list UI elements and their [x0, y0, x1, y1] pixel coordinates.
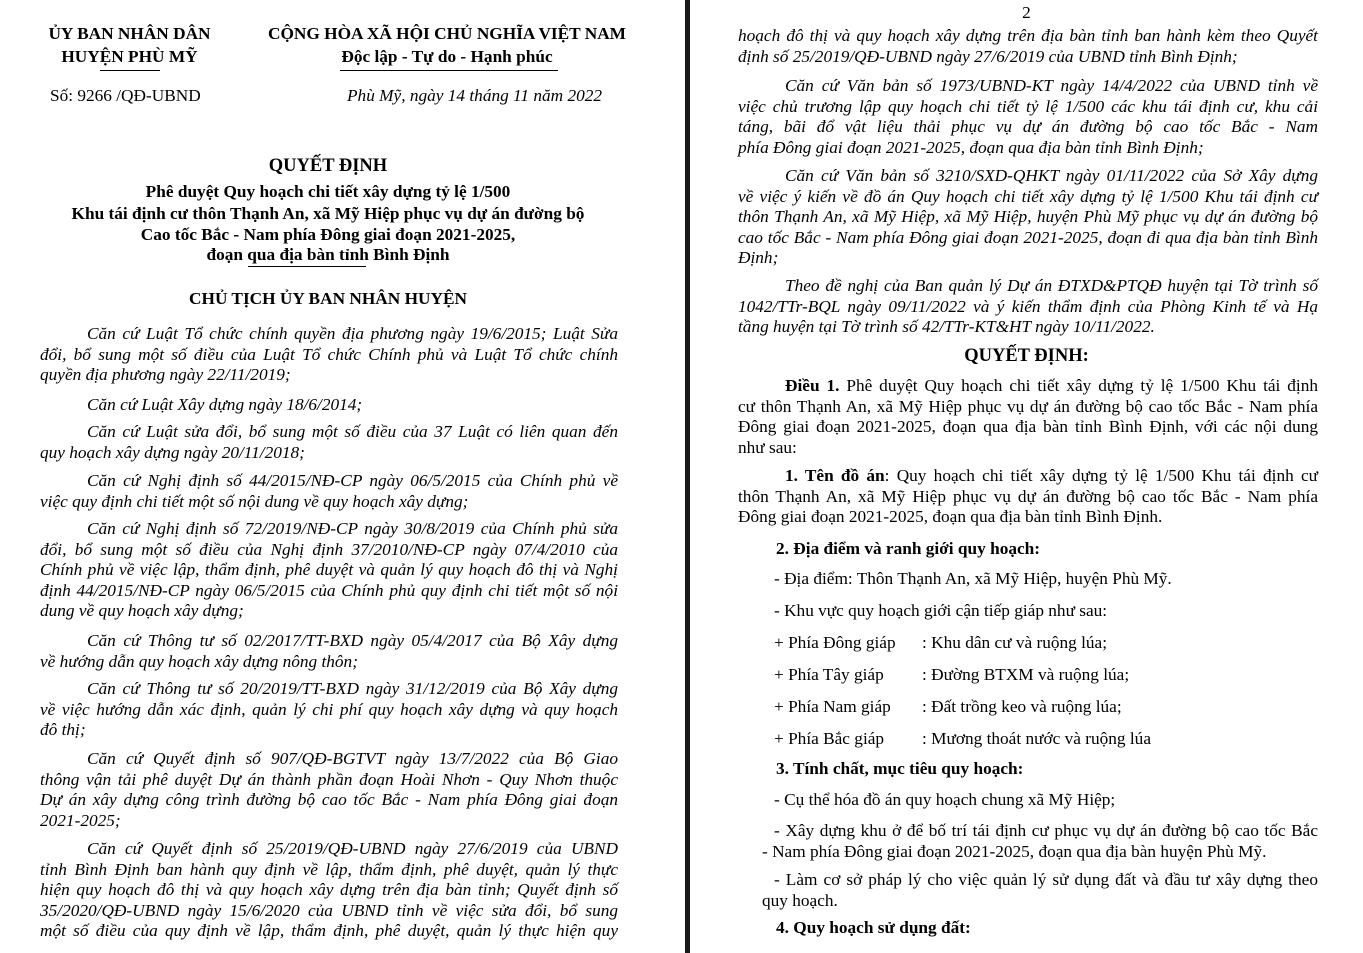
legal-basis-3 [40, 422, 618, 463]
subject-line-2: Khu tái định cư thôn Thạnh An, xã Mỹ Hiệp phục vụ dự án đường bộ [71, 204, 585, 223]
text-line: định số 25/2019/QĐ-UBND ngày 27/6/2019 của UBND tỉnh Bình Định; [738, 46, 1238, 66]
text-line: thôn Thạnh An, xã Mỹ Hiệp phục vụ dự án đường bộ cao tốc Bắc - Nam phía [738, 486, 1318, 506]
boundary-west-label: + Phía Tây giáp [774, 665, 884, 684]
goal-1: - Cụ thể hóa đồ án quy hoạch chung xã Mỹ Hiệp; [774, 790, 1116, 809]
legal-basis-8 [40, 749, 618, 831]
subject-underline [248, 266, 366, 267]
text-line: Căn cứ Văn bản số 3210/SXD-QHKT ngày 01/11/2022 của Sở Xây dựng [785, 166, 1318, 185]
text-line: Dự án xây dựng công trình đường bộ cao tốc Bắc - Nam phía Đông giai đoạn [40, 790, 618, 810]
legal-basis-6 [40, 631, 618, 672]
boundary-north-value: : Mương thoát nước và ruộng lúa [922, 729, 1151, 748]
goal-3 [762, 870, 1318, 911]
legal-basis-10 [738, 76, 1318, 158]
text-line: hoạch đô thị và quy hoạch xây dựng trên địa bàn tỉnh ban hành kèm theo Quyết [738, 26, 1318, 45]
text-line: Căn cứ Thông tư số 02/2017/TT-BXD ngày 05/4/2017 của Bộ Xây dựng [87, 631, 618, 650]
text-line: đổi, bổ sung một số điều của Nghị định 37/2010/NĐ-CP ngày 07/4/2010 của [40, 539, 618, 559]
text-line: phía Đông giai đoạn 2021-2025, đoạn qua địa bàn tỉnh Bình Định; [738, 137, 1204, 157]
text-line: một số điều của quy định về lập, thẩm định, phê duyệt, quản lý thực hiện quy [40, 921, 618, 941]
text-line: Căn cứ Quyết định số 907/QĐ-BGTVT ngày 13/7/2022 của Bộ Giao [87, 749, 618, 768]
continued-paragraph [738, 26, 1318, 67]
text-line: về việc hướng dẫn xác định, quản lý chi phí quy hoạch xây dựng và quy hoạch [40, 699, 618, 719]
boundary-south-label: + Phía Nam giáp [774, 697, 891, 716]
goal-2 [762, 821, 1318, 862]
text-line: đô thị; [40, 720, 86, 740]
item-1-project-name [738, 466, 1318, 528]
org-name-line2: HUYỆN PHÙ MỸ [61, 47, 198, 66]
text-line: việc chủ trương lập quy hoạch chi tiết tỷ lệ 1/500 các khu tái định cư, khu cải [738, 96, 1318, 116]
subject-line-3: Cao tốc Bắc - Nam phía Đông giai đoạn 2021-2025, [140, 225, 516, 244]
item-3-heading: 3. Tính chất, mục tiêu quy hoạch: [776, 759, 1024, 778]
text-line: Căn cứ Luật Xây dựng ngày 18/6/2014; [87, 395, 363, 414]
location-line: - Địa điểm: Thôn Thạnh An, xã Mỹ Hiệp, huyện Phù Mỹ. [774, 569, 1172, 588]
text-line: cao tốc Bắc - Nam phía Đông giai đoạn 2021-2025, đoạn đi qua địa bàn tỉnh Bình [738, 227, 1318, 247]
text-line: thôn Thạnh An, xã Mỹ Hiệp, xã Mỹ Hiệp, huyện Phù Mỹ phục vụ dự án đường bộ [738, 207, 1318, 227]
text-line: định 44/2015/NĐ-CP ngày 06/5/2015 của Chính phủ quy định chi tiết một số nội [40, 580, 618, 600]
text-line [738, 376, 1318, 397]
text-line: hiện quy hoạch đô thị và quy hoạch xây dựng trên địa bàn tỉnh; Quyết định số [40, 880, 618, 900]
boundary-intro: - Khu vực quy hoạch giới cận tiếp giáp như sau: [774, 601, 1108, 620]
legal-basis-4 [40, 471, 618, 512]
motto-underline [340, 70, 558, 71]
text-line: - Nam phía Đông giai đoạn 2021-2025, đoạn qua địa bàn huyện Phù Mỹ. [762, 841, 1267, 861]
text-line: Căn cứ Nghị định số 44/2015/NĐ-CP ngày 06/5/2015 của Chính phủ về [87, 471, 618, 490]
article-1 [738, 376, 1318, 458]
text-line: việc quy định chi tiết một số nội dung về quy hoạch xây dựng; [40, 491, 469, 511]
text-line: dung về quy hoạch xây dựng; [40, 601, 244, 621]
text-line: quy hoạch xây dựng ngày 20/11/2018; [40, 442, 305, 462]
text-line: Theo đề nghị của Ban quản lý Dự án ĐTXD&PTQĐ huyện tại Tờ trình số [785, 276, 1318, 295]
item-2-heading: 2. Địa điểm và ranh giới quy hoạch: [776, 539, 1041, 558]
text-line: Căn cứ Quyết định số 25/2019/QĐ-UBND ngày 27/6/2019 của UBND [87, 839, 618, 858]
article-1-label: Điều 1. [785, 376, 840, 395]
subject-line-1: Phê duyệt Quy hoạch chi tiết xây dựng tỷ lệ 1/500 [145, 182, 511, 201]
text-line: - Xây dựng khu ở để bố trí tái định cư phục vụ dự án đường bộ cao tốc Bắc [774, 821, 1318, 840]
text-line: quyền địa phương ngày 22/11/2019; [40, 365, 291, 385]
place-date: Phù Mỹ, ngày 14 tháng 11 năm 2022 [347, 86, 603, 105]
text-line: - Làm cơ sở pháp lý cho việc quản lý sử dụng đất và đầu tư xây dựng theo [774, 870, 1318, 889]
legal-basis-11 [738, 166, 1318, 269]
text-line: 2021-2025; [40, 810, 121, 830]
text-line: Căn cứ Thông tư số 20/2019/TT-BXD ngày 31/12/2019 của Bộ Xây dựng [87, 679, 618, 698]
decision-title: QUYẾT ĐỊNH [268, 156, 388, 176]
nation-motto: Độc lập - Tự do - Hạnh phúc [341, 47, 553, 66]
text-line: 35/2020/QĐ-UBND ngày 15/6/2020 của UBND tỉnh về việc sửa đổi, bổ sung [40, 900, 618, 920]
page-number: 2 [1022, 3, 1031, 22]
item-4-heading: 4. Quy hoạch sử dụng đất: [776, 918, 971, 937]
text-line: táng, bãi đổ vật liệu thải phục vụ dự án đường bộ cao tốc Bắc - Nam [738, 117, 1318, 137]
nation-title: CỘNG HÒA XÃ HỘI CHỦ NGHĨA VIỆT NAM [268, 24, 626, 43]
text-line: về hướng dẫn quy hoạch xây dựng nông thôn; [40, 651, 358, 671]
text-line: thông vận tải phê duyệt Dự án thành phần đoạn Hoài Nhơn - Quy Nhơn thuộc [40, 769, 618, 789]
document-number: Số: 9266 /QĐ-UBND [50, 86, 201, 105]
text-line: tỉnh Bình Định ban hành quy định về lập, thẩm định, phê duyệt, quản lý thực [40, 859, 618, 879]
boundary-north-label: + Phía Bắc giáp [774, 729, 885, 748]
text-line: Căn cứ Văn bản số 1973/UBND-KT ngày 14/4/2022 của UBND tỉnh về [785, 76, 1318, 95]
page-right [690, 0, 1363, 953]
proposal-paragraph [738, 276, 1318, 338]
text-line: cư thôn Thạnh An, xã Mỹ Hiệp phục vụ dự án đường bộ cao tốc Bắc - Nam phía [738, 396, 1318, 416]
org-name-line1: ỦY BAN NHÂN DÂN [48, 24, 211, 43]
boundary-east-value: : Khu dân cư và ruộng lúa; [922, 633, 1108, 652]
text-line: về việc ý kiến về đồ án Quy hoạch chi tiết xây dựng tỷ lệ 1/500 Khu tái định cư [738, 186, 1318, 206]
item-1-text: : Quy hoạch chi tiết xây dựng tỷ lệ 1/500 Khu tái định cư [884, 466, 1318, 485]
text-line: Định; [738, 248, 779, 268]
text-line: Căn cứ Nghị định số 72/2019/NĐ-CP ngày 30/8/2019 của Chính phủ sửa [87, 519, 618, 538]
item-1-label: 1. Tên đồ án [785, 466, 885, 485]
legal-basis-5 [40, 519, 618, 622]
text-line: Căn cứ Luật sửa đổi, bổ sung một số điều của 37 Luật có liên quan đến [87, 422, 618, 441]
subject-line-4: đoạn qua địa bàn tỉnh Bình Định [206, 245, 450, 264]
legal-basis-1 [40, 324, 618, 386]
legal-basis-2 [40, 395, 618, 416]
authority-heading: CHỦ TỊCH ỦY BAN NHÂN HUYỆN [189, 289, 467, 308]
text-line: quy hoạch. [762, 890, 838, 910]
boundary-south-value: : Đất trồng keo và ruộng lúa; [922, 697, 1122, 716]
text-line: Chính phủ về việc lập, thẩm định, phê duyệt và quản lý quy hoạch đô thị và Nghị [40, 560, 618, 580]
article-1-text: Phê duyệt Quy hoạch chi tiết xây dựng tỷ lệ 1/500 Khu tái định [839, 376, 1318, 395]
legal-basis-9 [40, 839, 618, 942]
decision-heading: QUYẾT ĐỊNH: [964, 346, 1089, 366]
text-line: đổi, bổ sung một số điều của Luật Tổ chức Chính phủ và Luật Tổ chức chính [40, 344, 618, 364]
text-line: 1042/TTr-BQL ngày 09/11/2022 và ý kiến thẩm định của Phòng Kinh tế và Hạ [738, 296, 1318, 316]
text-line: Đông giai đoạn 2021-2025, đoạn qua địa bàn tỉnh Bình Định. [738, 507, 1163, 527]
org-underline [100, 70, 160, 71]
text-line: như sau: [738, 437, 797, 457]
text-line: Đông giai đoạn 2021-2025, đoạn qua địa bàn tỉnh Bình Định, với các nội dung [738, 417, 1318, 437]
boundary-east-label: + Phía Đông giáp [774, 633, 896, 652]
legal-basis-7 [40, 679, 618, 741]
text-line: tầng huyện tại Tờ trình số 42/TTr-KT&HT ngày 10/11/2022. [738, 317, 1155, 337]
boundary-west-value: : Đường BTXM và ruộng lúa; [922, 665, 1130, 684]
text-line [738, 466, 1318, 487]
text-line: Căn cứ Luật Tổ chức chính quyền địa phương ngày 19/6/2015; Luật Sửa [87, 324, 618, 343]
